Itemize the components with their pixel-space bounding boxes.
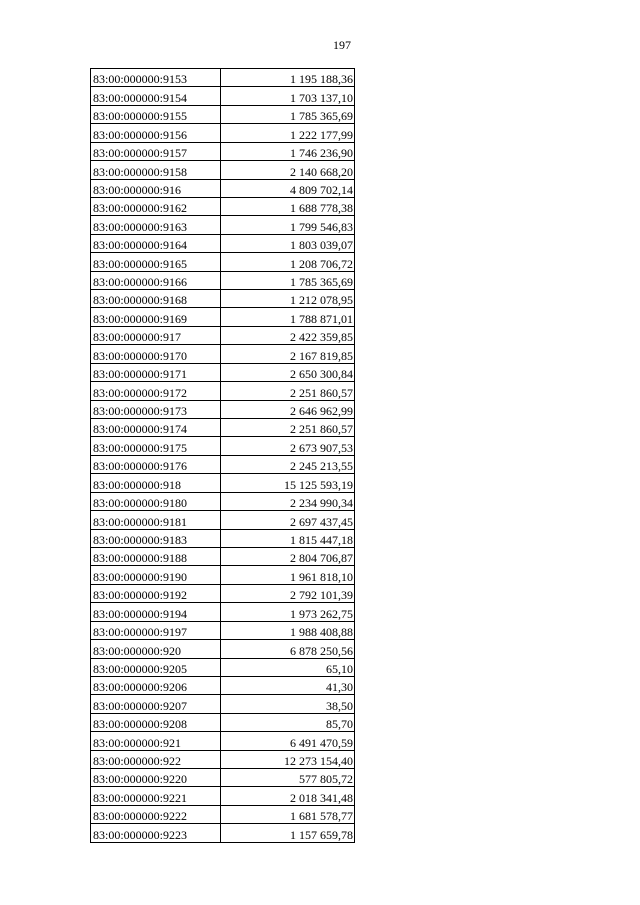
- cadastral-number-cell: 83:00:000000:9188: [91, 547, 221, 565]
- cadastral-number-cell: 83:00:000000:9168: [91, 290, 221, 308]
- value-cell: 1 746 236,90: [221, 142, 355, 160]
- cadastral-number-cell: 83:00:000000:9197: [91, 621, 221, 639]
- cadastral-number-cell: 83:00:000000:9180: [91, 492, 221, 510]
- value-cell: 2 422 359,85: [221, 326, 355, 344]
- value-cell: 2 245 213,55: [221, 455, 355, 473]
- table-row: [91, 142, 355, 160]
- table-row: [91, 437, 355, 455]
- table-row: [91, 87, 355, 105]
- cadastral-number-cell: 83:00:000000:9171: [91, 363, 221, 381]
- table-row: [91, 419, 355, 437]
- cadastral-value-table: [90, 68, 355, 843]
- table-body: [91, 69, 355, 843]
- value-cell: 2 167 819,85: [221, 345, 355, 363]
- table-row: [91, 271, 355, 289]
- cadastral-number-cell: 83:00:000000:9173: [91, 400, 221, 418]
- value-cell: 1 195 188,36: [221, 69, 355, 87]
- cadastral-number-cell: 83:00:000000:9176: [91, 455, 221, 473]
- table-row: [91, 584, 355, 602]
- cadastral-number-cell: 83:00:000000:9223: [91, 824, 221, 842]
- table-row: [91, 216, 355, 234]
- cadastral-number-cell: 83:00:000000:9205: [91, 658, 221, 676]
- table-row: [91, 750, 355, 768]
- value-cell: 1 973 262,75: [221, 603, 355, 621]
- table-row: [91, 474, 355, 492]
- table-row: [91, 234, 355, 252]
- cadastral-number-cell: 83:00:000000:916: [91, 179, 221, 197]
- value-cell: 1 785 365,69: [221, 105, 355, 123]
- page-number: 197: [333, 38, 351, 52]
- value-cell: 1 785 365,69: [221, 271, 355, 289]
- cadastral-number-cell: 83:00:000000:9155: [91, 105, 221, 123]
- value-cell: 1 799 546,83: [221, 216, 355, 234]
- cadastral-number-cell: 83:00:000000:9157: [91, 142, 221, 160]
- table-row: [91, 290, 355, 308]
- value-cell: 577 805,72: [221, 769, 355, 787]
- table-row: [91, 124, 355, 142]
- value-cell: 2 650 300,84: [221, 363, 355, 381]
- value-cell: 2 646 962,99: [221, 400, 355, 418]
- table-row: [91, 658, 355, 676]
- cadastral-number-cell: 83:00:000000:9222: [91, 805, 221, 823]
- value-cell: 15 125 593,19: [221, 474, 355, 492]
- cadastral-number-cell: 83:00:000000:921: [91, 732, 221, 750]
- table-row: [91, 69, 355, 87]
- value-cell: 1 212 078,95: [221, 290, 355, 308]
- table-row: [91, 179, 355, 197]
- cadastral-number-cell: 83:00:000000:9163: [91, 216, 221, 234]
- table-row: [91, 253, 355, 271]
- table-row: [91, 695, 355, 713]
- cadastral-number-cell: 83:00:000000:9153: [91, 69, 221, 87]
- value-cell: 2 697 437,45: [221, 511, 355, 529]
- cadastral-number-cell: 83:00:000000:9175: [91, 437, 221, 455]
- table-row: [91, 824, 355, 842]
- cadastral-number-cell: 83:00:000000:9170: [91, 345, 221, 363]
- cadastral-number-cell: 83:00:000000:9172: [91, 382, 221, 400]
- cadastral-number-cell: 83:00:000000:9158: [91, 161, 221, 179]
- cadastral-number-cell: 83:00:000000:9164: [91, 234, 221, 252]
- table-row: [91, 345, 355, 363]
- cadastral-number-cell: 83:00:000000:9156: [91, 124, 221, 142]
- value-cell: 2 234 990,34: [221, 492, 355, 510]
- cadastral-number-cell: 83:00:000000:920: [91, 640, 221, 658]
- value-cell: 1 157 659,78: [221, 824, 355, 842]
- cadastral-number-cell: 83:00:000000:9194: [91, 603, 221, 621]
- cadastral-number-cell: 83:00:000000:9169: [91, 308, 221, 326]
- value-cell: 1 961 818,10: [221, 566, 355, 584]
- cadastral-number-cell: 83:00:000000:917: [91, 326, 221, 344]
- value-cell: 2 018 341,48: [221, 787, 355, 805]
- cadastral-number-cell: 83:00:000000:9190: [91, 566, 221, 584]
- value-cell: 2 792 101,39: [221, 584, 355, 602]
- value-cell: 65,10: [221, 658, 355, 676]
- table-row: [91, 805, 355, 823]
- value-cell: 85,70: [221, 713, 355, 731]
- value-cell: 1 681 578,77: [221, 805, 355, 823]
- value-cell: 1 788 871,01: [221, 308, 355, 326]
- cadastral-number-cell: 83:00:000000:9207: [91, 695, 221, 713]
- table-row: [91, 676, 355, 694]
- cadastral-number-cell: 83:00:000000:9208: [91, 713, 221, 731]
- cadastral-number-cell: 83:00:000000:9154: [91, 87, 221, 105]
- cadastral-number-cell: 83:00:000000:922: [91, 750, 221, 768]
- value-cell: 1 803 039,07: [221, 234, 355, 252]
- value-cell: 1 703 137,10: [221, 87, 355, 105]
- table-row: [91, 511, 355, 529]
- table-row: [91, 197, 355, 215]
- table-row: [91, 382, 355, 400]
- cadastral-number-cell: 83:00:000000:9220: [91, 769, 221, 787]
- table-row: [91, 308, 355, 326]
- cadastral-number-cell: 83:00:000000:918: [91, 474, 221, 492]
- table-row: [91, 787, 355, 805]
- table-row: [91, 363, 355, 381]
- table-row: [91, 161, 355, 179]
- table-row: [91, 400, 355, 418]
- cadastral-number-cell: 83:00:000000:9206: [91, 676, 221, 694]
- table-row: [91, 640, 355, 658]
- value-cell: 4 809 702,14: [221, 179, 355, 197]
- value-cell: 2 251 860,57: [221, 419, 355, 437]
- table-row: [91, 732, 355, 750]
- cadastral-number-cell: 83:00:000000:9181: [91, 511, 221, 529]
- table-row: [91, 713, 355, 731]
- value-cell: 1 208 706,72: [221, 253, 355, 271]
- value-cell: 6 491 470,59: [221, 732, 355, 750]
- cadastral-number-cell: 83:00:000000:9192: [91, 584, 221, 602]
- cadastral-number-cell: 83:00:000000:9183: [91, 529, 221, 547]
- cadastral-number-cell: 83:00:000000:9221: [91, 787, 221, 805]
- value-cell: 2 673 907,53: [221, 437, 355, 455]
- table-row: [91, 566, 355, 584]
- table-row: [91, 492, 355, 510]
- value-cell: 41,30: [221, 676, 355, 694]
- value-cell: 12 273 154,40: [221, 750, 355, 768]
- value-cell: 2 140 668,20: [221, 161, 355, 179]
- table-row: [91, 769, 355, 787]
- cadastral-number-cell: 83:00:000000:9174: [91, 419, 221, 437]
- value-cell: 1 988 408,88: [221, 621, 355, 639]
- cadastral-number-cell: 83:00:000000:9165: [91, 253, 221, 271]
- table-row: [91, 621, 355, 639]
- table-row: [91, 529, 355, 547]
- table-row: [91, 105, 355, 123]
- value-cell: 2 251 860,57: [221, 382, 355, 400]
- table-row: [91, 547, 355, 565]
- table-row: [91, 326, 355, 344]
- cadastral-number-cell: 83:00:000000:9166: [91, 271, 221, 289]
- value-cell: 1 815 447,18: [221, 529, 355, 547]
- value-cell: 2 804 706,87: [221, 547, 355, 565]
- value-cell: 6 878 250,56: [221, 640, 355, 658]
- value-cell: 38,50: [221, 695, 355, 713]
- value-cell: 1 688 778,38: [221, 197, 355, 215]
- value-cell: 1 222 177,99: [221, 124, 355, 142]
- table-row: [91, 603, 355, 621]
- cadastral-number-cell: 83:00:000000:9162: [91, 197, 221, 215]
- table-row: [91, 455, 355, 473]
